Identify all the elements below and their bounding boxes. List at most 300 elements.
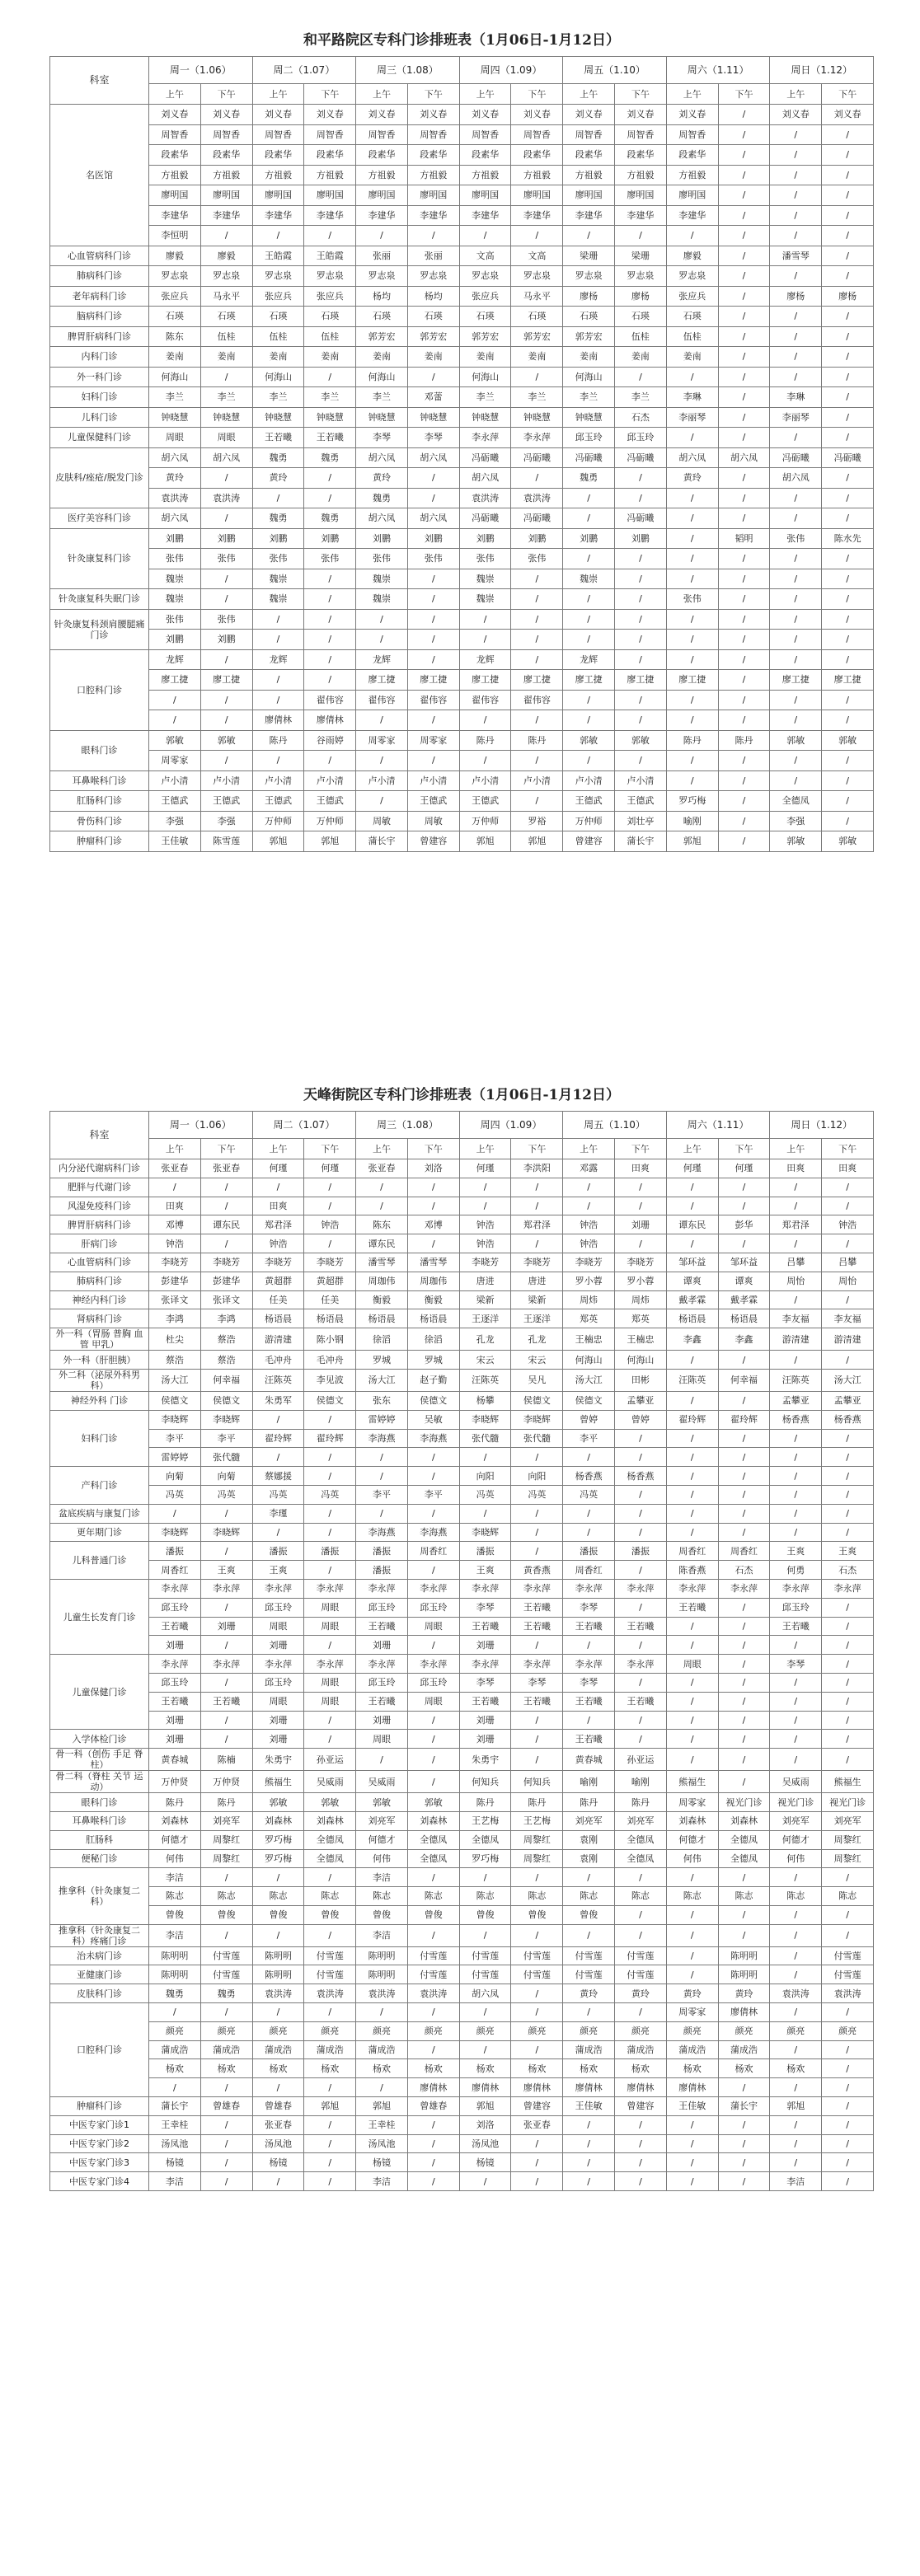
- doctor-cell: /: [304, 2078, 356, 2097]
- doctor-cell: /: [822, 226, 874, 246]
- doctor-cell: 黄超群: [304, 1272, 356, 1290]
- doctor-cell: /: [822, 1485, 874, 1504]
- doctor-cell: 魏崇: [149, 589, 201, 610]
- department-name: 内科门诊: [50, 347, 149, 368]
- doctor-cell: /: [770, 1234, 822, 1253]
- doctor-cell: /: [615, 1485, 667, 1504]
- doctor-cell: 张伟: [666, 589, 718, 610]
- day-header: 周二（1.07）: [252, 57, 356, 84]
- doctor-cell: /: [200, 1673, 252, 1692]
- doctor-cell: 李强: [149, 811, 201, 831]
- schedule-row: [50, 508, 874, 529]
- schedule-row: [50, 1328, 874, 1351]
- doctor-cell: /: [822, 468, 874, 489]
- department-name: 肺病科门诊: [50, 1272, 149, 1290]
- schedule-row: [50, 246, 874, 266]
- doctor-cell: 翟伟容: [511, 690, 563, 710]
- doctor-cell: /: [200, 1636, 252, 1655]
- doctor-cell: 翟伟容: [356, 690, 408, 710]
- department-name: 口腔科门诊: [50, 649, 149, 730]
- doctor-cell: /: [459, 1448, 511, 1467]
- doctor-cell: /: [822, 2097, 874, 2116]
- doctor-cell: 姜南: [459, 347, 511, 368]
- doctor-cell: /: [770, 488, 822, 508]
- doctor-cell: 冯英: [563, 1485, 615, 1504]
- doctor-cell: 李见波: [304, 1369, 356, 1391]
- doctor-cell: 谭东民: [666, 1215, 718, 1234]
- doctor-cell: 彭华: [718, 1215, 770, 1234]
- doctor-cell: 张伟: [252, 549, 304, 569]
- doctor-cell: 李永萍: [252, 1655, 304, 1674]
- doctor-cell: 罗志泉: [304, 266, 356, 287]
- doctor-cell: 全德凤: [304, 1849, 356, 1868]
- doctor-cell: /: [407, 569, 459, 589]
- doctor-cell: 魏崇: [459, 589, 511, 610]
- schedule-row: [50, 2059, 874, 2078]
- doctor-cell: /: [252, 1868, 304, 1887]
- doctor-cell: 袁洪涛: [822, 1984, 874, 2003]
- doctor-cell: /: [407, 488, 459, 508]
- doctor-cell: 何瑾: [666, 1159, 718, 1178]
- doctor-cell: /: [822, 630, 874, 650]
- doctor-cell: 李晓芳: [149, 1253, 201, 1272]
- doctor-cell: /: [770, 2078, 822, 2097]
- doctor-cell: 周炜: [563, 1290, 615, 1309]
- doctor-cell: 刘鹏: [511, 528, 563, 549]
- doctor-cell: 王若曦: [563, 1692, 615, 1711]
- doctor-cell: 石瑛: [252, 307, 304, 327]
- doctor-cell: 廖杨: [770, 286, 822, 307]
- doctor-cell: /: [304, 367, 356, 387]
- doctor-cell: 刘义春: [563, 105, 615, 125]
- doctor-cell: 卢小清: [252, 770, 304, 791]
- doctor-cell: 潘振: [252, 1542, 304, 1561]
- doctor-cell: /: [200, 1178, 252, 1197]
- doctor-cell: 谷雨婷: [304, 730, 356, 751]
- doctor-cell: /: [770, 2115, 822, 2134]
- doctor-cell: /: [615, 569, 667, 589]
- doctor-cell: /: [511, 2153, 563, 2172]
- doctor-cell: 孟攀亚: [615, 1391, 667, 1410]
- doctor-cell: 李建华: [200, 205, 252, 226]
- doctor-cell: 杨欢: [304, 2059, 356, 2078]
- doctor-cell: 张伟: [511, 549, 563, 569]
- doctor-cell: /: [304, 1234, 356, 1253]
- doctor-cell: 罗志泉: [149, 266, 201, 287]
- doctor-cell: 田爽: [615, 1159, 667, 1178]
- doctor-cell: 方祖毅: [563, 165, 615, 185]
- doctor-cell: /: [718, 246, 770, 266]
- doctor-cell: 姜南: [252, 347, 304, 368]
- doctor-cell: 郭旭: [356, 2097, 408, 2116]
- doctor-cell: /: [718, 1448, 770, 1467]
- doctor-cell: /: [459, 2040, 511, 2059]
- schedule-row: [50, 2078, 874, 2097]
- doctor-cell: 冯英: [304, 1485, 356, 1504]
- doctor-cell: /: [511, 226, 563, 246]
- doctor-cell: /: [666, 1617, 718, 1636]
- doctor-cell: 罗小蓉: [563, 1272, 615, 1290]
- doctor-cell: 朱勇宇: [252, 1749, 304, 1771]
- doctor-cell: 杨香燕: [615, 1467, 667, 1486]
- doctor-cell: 曾俊: [511, 1905, 563, 1924]
- schedule-row: [50, 1234, 874, 1253]
- doctor-cell: 李永萍: [770, 1579, 822, 1598]
- doctor-cell: /: [770, 1485, 822, 1504]
- department-name: 脾胃肝病科门诊: [50, 1215, 149, 1234]
- doctor-cell: /: [822, 1234, 874, 1253]
- doctor-cell: /: [822, 185, 874, 206]
- doctor-cell: 汪陈英: [252, 1369, 304, 1391]
- doctor-cell: /: [822, 387, 874, 408]
- doctor-cell: 石瑛: [407, 307, 459, 327]
- day-header: 周六（1.11）: [666, 1112, 770, 1139]
- schedule-row: [50, 1617, 874, 1636]
- doctor-cell: 魏勇: [200, 1984, 252, 2003]
- doctor-cell: /: [666, 1391, 718, 1410]
- doctor-cell: 李平: [356, 1485, 408, 1504]
- doctor-cell: 王佳敏: [149, 831, 201, 852]
- doctor-cell: 廖毅: [200, 246, 252, 266]
- doctor-cell: 胡六凤: [407, 447, 459, 468]
- doctor-cell: 魏勇: [149, 1984, 201, 2003]
- doctor-cell: 王爽: [822, 1542, 874, 1561]
- doctor-cell: /: [822, 347, 874, 368]
- doctor-cell: 郭芳宏: [563, 326, 615, 347]
- doctor-cell: 万仲贤: [200, 1771, 252, 1793]
- doctor-cell: 何瑾: [252, 1159, 304, 1178]
- doctor-cell: /: [563, 710, 615, 731]
- doctor-cell: 冯英: [511, 1485, 563, 1504]
- schedule-row: [50, 1711, 874, 1730]
- doctor-cell: 何知兵: [459, 1771, 511, 1793]
- doctor-cell: /: [511, 1868, 563, 1887]
- doctor-cell: 陈明明: [356, 1965, 408, 1984]
- doctor-cell: 伍桂: [304, 326, 356, 347]
- doctor-cell: 戴孝霖: [718, 1290, 770, 1309]
- doctor-cell: 蒲长宇: [356, 831, 408, 852]
- pm-header: 下午: [511, 84, 563, 105]
- doctor-cell: 廖倩林: [563, 2078, 615, 2097]
- doctor-cell: 李永萍: [718, 1579, 770, 1598]
- doctor-cell: /: [511, 1924, 563, 1946]
- department-name: 眼科门诊: [50, 730, 149, 770]
- doctor-cell: 冯砺曦: [459, 508, 511, 529]
- doctor-cell: /: [615, 488, 667, 508]
- doctor-cell: 罗志泉: [459, 266, 511, 287]
- doctor-cell: 周眼: [149, 428, 201, 448]
- doctor-cell: /: [304, 1561, 356, 1580]
- doctor-cell: 周智香: [459, 124, 511, 145]
- doctor-cell: /: [511, 630, 563, 650]
- doctor-cell: 王若曦: [563, 1617, 615, 1636]
- doctor-cell: 卢小清: [149, 770, 201, 791]
- doctor-cell: 张译文: [149, 1290, 201, 1309]
- doctor-cell: 周眼: [252, 1692, 304, 1711]
- doctor-cell: /: [200, 1924, 252, 1946]
- doctor-cell: /: [718, 508, 770, 529]
- doctor-cell: /: [770, 609, 822, 630]
- doctor-cell: 王德武: [252, 791, 304, 812]
- doctor-cell: /: [563, 1924, 615, 1946]
- schedule-row: [50, 1793, 874, 1812]
- doctor-cell: 李建华: [252, 205, 304, 226]
- doctor-cell: 邹环益: [666, 1253, 718, 1272]
- doctor-cell: 刘洛: [407, 1159, 459, 1178]
- doctor-cell: /: [718, 105, 770, 125]
- doctor-cell: /: [770, 630, 822, 650]
- doctor-cell: 段素华: [200, 145, 252, 166]
- doctor-cell: /: [718, 387, 770, 408]
- doctor-cell: /: [822, 2172, 874, 2191]
- doctor-cell: 李永萍: [615, 1655, 667, 1674]
- doctor-cell: 张丽: [356, 246, 408, 266]
- doctor-cell: 周炜: [615, 1290, 667, 1309]
- doctor-cell: 廖工捷: [407, 670, 459, 691]
- doctor-cell: /: [563, 1868, 615, 1887]
- doctor-cell: /: [563, 1178, 615, 1197]
- doctor-cell: /: [666, 528, 718, 549]
- doctor-cell: /: [200, 2172, 252, 2191]
- doctor-cell: /: [356, 1467, 408, 1486]
- doctor-cell: /: [718, 226, 770, 246]
- department-name: 便秘门诊: [50, 1849, 149, 1868]
- schedule-row: [50, 1692, 874, 1711]
- doctor-cell: 周香红: [149, 1561, 201, 1580]
- doctor-cell: 徐滔: [407, 1328, 459, 1351]
- doctor-cell: 冯砺曦: [615, 447, 667, 468]
- doctor-cell: 蒲成浩: [666, 2040, 718, 2059]
- doctor-cell: 王若曦: [252, 428, 304, 448]
- doctor-cell: 周黎红: [511, 1830, 563, 1849]
- doctor-cell: 方祖毅: [615, 165, 667, 185]
- doctor-cell: /: [200, 649, 252, 670]
- doctor-cell: /: [459, 1868, 511, 1887]
- doctor-cell: 李晓辉: [511, 1410, 563, 1429]
- doctor-cell: /: [718, 1617, 770, 1636]
- schedule-row: [50, 105, 874, 125]
- doctor-cell: 何伟: [356, 1849, 408, 1868]
- department-name: 耳鼻喉科门诊: [50, 770, 149, 791]
- doctor-cell: 杨欢: [718, 2059, 770, 2078]
- doctor-cell: 王爽: [200, 1561, 252, 1580]
- doctor-cell: 视光门诊: [822, 1793, 874, 1812]
- doctor-cell: 方祖毅: [356, 165, 408, 185]
- doctor-cell: 周香红: [718, 1542, 770, 1561]
- doctor-cell: 曾俊: [200, 1905, 252, 1924]
- doctor-cell: 钟晓慧: [200, 407, 252, 428]
- doctor-cell: /: [770, 1178, 822, 1197]
- department-name: 入学体检门诊: [50, 1730, 149, 1749]
- doctor-cell: /: [407, 609, 459, 630]
- doctor-cell: 冯英: [149, 1485, 201, 1504]
- doctor-cell: 汤凤池: [252, 2134, 304, 2153]
- doctor-cell: 周零家: [666, 2003, 718, 2022]
- doctor-cell: /: [770, 1197, 822, 1215]
- doctor-cell: /: [770, 649, 822, 670]
- doctor-cell: /: [770, 710, 822, 731]
- doctor-cell: 姜南: [149, 347, 201, 368]
- doctor-cell: /: [200, 2078, 252, 2097]
- doctor-cell: /: [822, 246, 874, 266]
- doctor-cell: 魏勇: [304, 508, 356, 529]
- doctor-cell: 魏崇: [252, 569, 304, 589]
- doctor-cell: /: [356, 1178, 408, 1197]
- doctor-cell: 蒲成浩: [252, 2040, 304, 2059]
- doctor-cell: 钟晓慧: [356, 407, 408, 428]
- doctor-cell: /: [407, 2003, 459, 2022]
- doctor-cell: 黄玲: [149, 468, 201, 489]
- doctor-cell: 吴威雨: [770, 1771, 822, 1793]
- doctor-cell: 刘亮军: [822, 1811, 874, 1830]
- doctor-cell: 梁新: [511, 1290, 563, 1309]
- doctor-cell: /: [304, 670, 356, 691]
- doctor-cell: 刘义春: [356, 105, 408, 125]
- doctor-cell: 全德凤: [615, 1849, 667, 1868]
- department-name: 针灸康复科门诊: [50, 528, 149, 589]
- doctor-cell: /: [563, 630, 615, 650]
- doctor-cell: /: [822, 326, 874, 347]
- doctor-cell: 杨镜: [459, 2153, 511, 2172]
- doctor-cell: 田爽: [149, 1197, 201, 1215]
- doctor-cell: 付雪莲: [822, 1946, 874, 1965]
- department-name: 治未病门诊: [50, 1946, 149, 1965]
- doctor-cell: 周零家: [407, 730, 459, 751]
- doctor-cell: 翟玲辉: [304, 1429, 356, 1448]
- doctor-cell: 梁珊: [563, 246, 615, 266]
- doctor-cell: /: [304, 488, 356, 508]
- schedule-row: [50, 124, 874, 145]
- doctor-cell: /: [304, 1523, 356, 1542]
- doctor-cell: /: [252, 226, 304, 246]
- doctor-cell: 李晓辉: [200, 1523, 252, 1542]
- doctor-cell: 戴孝霖: [666, 1290, 718, 1309]
- doctor-cell: 王德武: [615, 791, 667, 812]
- doctor-cell: 姜南: [200, 347, 252, 368]
- doctor-cell: /: [511, 1197, 563, 1215]
- doctor-cell: 陈丹: [200, 1793, 252, 1812]
- doctor-cell: 周怡: [770, 1272, 822, 1290]
- doctor-cell: /: [718, 1749, 770, 1771]
- department-name: 骨伤科门诊: [50, 811, 149, 831]
- doctor-cell: /: [200, 2134, 252, 2153]
- doctor-cell: /: [822, 407, 874, 428]
- doctor-cell: /: [718, 307, 770, 327]
- doctor-cell: /: [252, 670, 304, 691]
- doctor-cell: 刘珊: [459, 1636, 511, 1655]
- doctor-cell: 谭东民: [200, 1215, 252, 1234]
- doctor-cell: /: [666, 1429, 718, 1448]
- schedule-row: [50, 670, 874, 691]
- doctor-cell: 侯德文: [200, 1391, 252, 1410]
- schedule-row: [50, 387, 874, 408]
- doctor-cell: /: [407, 1868, 459, 1887]
- doctor-cell: /: [666, 2153, 718, 2172]
- doctor-cell: 廖明国: [304, 185, 356, 206]
- department-name: 针灸康复科失眠门诊: [50, 589, 149, 610]
- doctor-cell: 胡六凤: [356, 508, 408, 529]
- doctor-cell: 龙辉: [563, 649, 615, 670]
- doctor-cell: /: [252, 2003, 304, 2022]
- doctor-cell: /: [304, 1924, 356, 1946]
- doctor-cell: 侯德文: [304, 1391, 356, 1410]
- doctor-cell: 邓蕾: [407, 387, 459, 408]
- doctor-cell: /: [770, 2003, 822, 2022]
- doctor-cell: 李兰: [149, 387, 201, 408]
- doctor-cell: 刘森林: [149, 1811, 201, 1830]
- doctor-cell: 廖工捷: [563, 670, 615, 691]
- department-name: 脾胃肝病科门诊: [50, 326, 149, 347]
- am-header: 上午: [252, 84, 304, 105]
- schedule-row: [50, 407, 874, 428]
- doctor-cell: 王楠忠: [563, 1328, 615, 1351]
- doctor-cell: 游清建: [770, 1328, 822, 1351]
- doctor-cell: 姜南: [615, 347, 667, 368]
- doctor-cell: 钟晓慧: [407, 407, 459, 428]
- doctor-cell: /: [563, 1504, 615, 1523]
- doctor-cell: /: [252, 1178, 304, 1197]
- doctor-cell: 曾俊: [459, 1905, 511, 1924]
- doctor-cell: /: [666, 1965, 718, 1984]
- doctor-cell: /: [407, 649, 459, 670]
- doctor-cell: 孟攀亚: [822, 1391, 874, 1410]
- doctor-cell: 廖杨: [615, 286, 667, 307]
- doctor-cell: 熊福生: [822, 1771, 874, 1793]
- doctor-cell: /: [511, 589, 563, 610]
- doctor-cell: 张东: [356, 1391, 408, 1410]
- doctor-cell: /: [407, 1504, 459, 1523]
- doctor-cell: /: [149, 1178, 201, 1197]
- doctor-cell: /: [615, 2172, 667, 2191]
- doctor-cell: 汤大江: [822, 1369, 874, 1391]
- doctor-cell: 郭旭: [770, 2097, 822, 2116]
- doctor-cell: 汪陈英: [459, 1369, 511, 1391]
- doctor-cell: /: [770, 1523, 822, 1542]
- doctor-cell: 谭爽: [718, 1272, 770, 1290]
- doctor-cell: /: [563, 2003, 615, 2022]
- doctor-cell: /: [304, 1197, 356, 1215]
- doctor-cell: /: [200, 1504, 252, 1523]
- doctor-cell: 王幸桂: [356, 2115, 408, 2134]
- doctor-cell: 李永萍: [615, 1579, 667, 1598]
- doctor-cell: 王爽: [770, 1542, 822, 1561]
- schedule-row: [50, 1655, 874, 1674]
- doctor-cell: 周眼: [304, 1598, 356, 1617]
- schedule-row: [50, 630, 874, 650]
- doctor-cell: 周智香: [563, 124, 615, 145]
- doctor-cell: 李永萍: [459, 1579, 511, 1598]
- doctor-cell: /: [822, 811, 874, 831]
- doctor-cell: 张伟: [149, 549, 201, 569]
- schedule-row: [50, 2134, 874, 2153]
- doctor-cell: 曾俊: [149, 1905, 201, 1924]
- doctor-cell: 伍桂: [252, 326, 304, 347]
- doctor-cell: 袁洪涛: [149, 488, 201, 508]
- doctor-cell: /: [770, 266, 822, 287]
- doctor-cell: /: [770, 569, 822, 589]
- doctor-cell: 邱玉玲: [407, 1673, 459, 1692]
- doctor-cell: /: [563, 1636, 615, 1655]
- doctor-cell: /: [666, 1946, 718, 1965]
- doctor-cell: /: [666, 569, 718, 589]
- doctor-cell: 赵子勤: [407, 1369, 459, 1391]
- doctor-cell: /: [666, 549, 718, 569]
- doctor-cell: 李晓芳: [511, 1253, 563, 1272]
- doctor-cell: /: [563, 549, 615, 569]
- doctor-cell: /: [770, 1905, 822, 1924]
- doctor-cell: 付雪莲: [563, 1965, 615, 1984]
- doctor-cell: /: [407, 1636, 459, 1655]
